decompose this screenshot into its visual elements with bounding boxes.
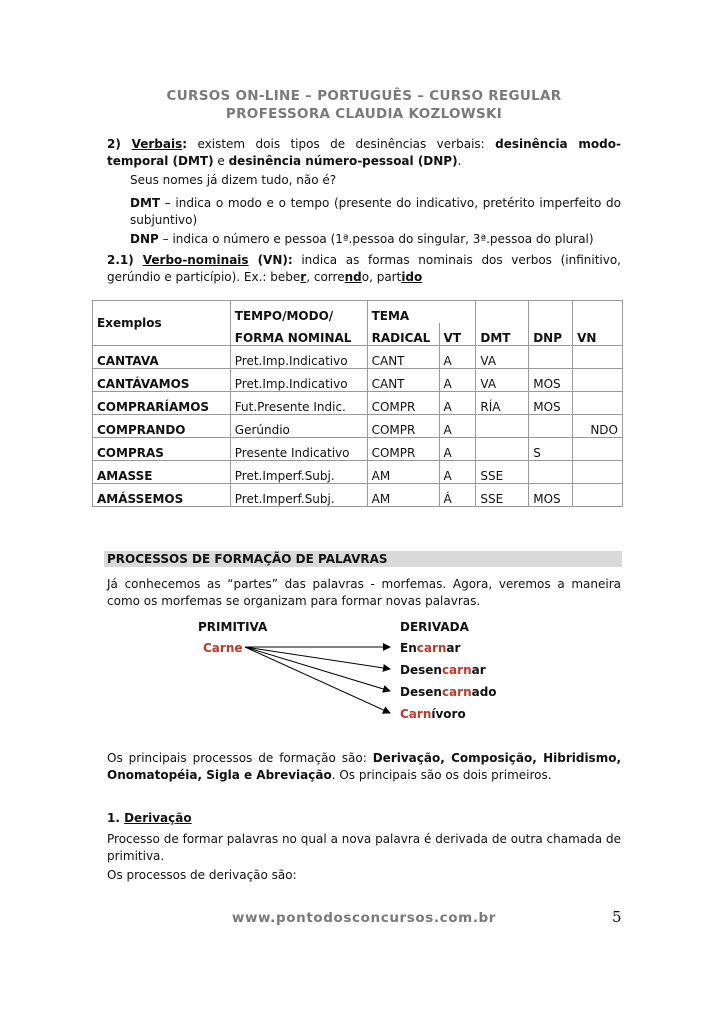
vn-ex2-tail: o [361,270,370,284]
section-title-processos: PROCESSOS DE FORMAÇÃO DE PALAVRAS [104,551,622,567]
primitiva-word: Carne [203,641,243,655]
verbais-colon: : [182,137,188,151]
derived-2-suffix: ar [471,663,486,677]
derivacao-heading [107,810,621,827]
cell-vt: A [439,415,476,438]
cell-tempo: Pret.Imperf.Subj. [230,461,367,484]
names-line: Seus nomes já dizem tudo, não é? [130,173,337,187]
cell-exemplo: CANTAVA [93,346,231,369]
cell-dnp: MOS [529,392,573,415]
derivacao-title: Derivação [124,811,192,825]
cell-tempo: Pret.Imp.Indicativo [230,369,367,392]
verbais-dnp-term: desinência número-pessoal (DNP) [228,154,458,168]
cell-vt: A [439,392,476,415]
header-dnp: DNP [529,301,573,346]
vn-ex1-ending: r [300,270,307,284]
principais-paragraph [107,750,621,784]
vn-sep2: , [369,270,377,284]
verbais-dmt-term: desinência modo-temporal (DMT) [107,137,621,168]
cell-exemplo: COMPRANDO [93,415,231,438]
verbais-num: 2) [107,137,132,151]
vn-ex2-ending: nd [344,270,362,284]
processos-intro: Já conhecemos as “partes” das palavras - morfemas. Agora, veremos a maneira como os morfemas se organizam para formar novas palavras. [107,577,621,608]
primitiva-label: PRIMITIVA [198,620,268,634]
cell-radical: AM [367,484,439,507]
cell-dmt: RÍA [476,392,529,415]
cell-exemplo: COMPRAS [93,438,231,461]
cell-tempo: Pret.Imperf.Subj. [230,484,367,507]
cell-dmt: SSE [476,484,529,507]
arrow-4 [245,647,390,713]
arrow-2 [245,647,390,669]
cell-tempo: Gerúndio [230,415,367,438]
derived-1-prefix: En [400,641,417,655]
header-tempo-2: FORMA NOMINAL [230,323,367,346]
cell-tempo: Fut.Presente Indic. [230,392,367,415]
dmt-text: – indica o modo e o tempo (presente do indicativo, pretérito imperfeito do subjuntivo) [130,196,621,227]
cell-vt: Á [439,484,476,507]
principais-list: Derivação, Composição, Hibridismo, Onomatopéia, Sigla e Abreviação [107,751,621,782]
vn-text: indica as formas nominais dos verbos (infinitivo, gerúndio e particípio). Ex.: [107,253,621,284]
derived-1-root: carn [416,641,447,655]
derived-word-1 [400,641,460,655]
vn-title-suffix: (VN): [248,253,293,267]
vn-ex1-stem: bebe [270,270,301,284]
cell-radical: CANT [367,369,439,392]
vn-num: 2.1) [107,253,143,267]
dmt-label: DMT [130,196,161,210]
cell-vt: A [439,346,476,369]
cell-radical: CANT [367,346,439,369]
cell-vt: A [439,461,476,484]
derived-word-4 [400,707,466,721]
header-tema: TEMA [367,301,476,324]
derived-3-suffix: ado [471,685,497,699]
derived-4-root: Carn [400,707,432,721]
dnp-label: DNP [130,232,159,246]
derived-2-root: carn [441,663,472,677]
cell-radical: COMPR [367,415,439,438]
verbais-text1: existem dois tipos de desinências verbais: [187,137,496,151]
cell-tempo: Pret.Imp.Indicativo [230,346,367,369]
verbais-text3: . [457,154,462,168]
header-dmt: DMT [476,301,529,346]
vn-title: Verbo-nominais [142,253,249,267]
derived-word-2 [400,663,486,677]
cell-vt: A [439,438,476,461]
cell-vn: NDO [573,415,623,438]
derived-4-suffix: ívoro [431,707,466,721]
cell-radical: COMPR [367,438,439,461]
header-radical: RADICAL [367,323,439,346]
page-number: 5 [612,908,622,926]
cell-dmt: VA [476,346,529,369]
header-vn: VN [573,301,623,346]
cell-exemplo: CANTÁVAMOS [93,369,231,392]
cell-dmt: SSE [476,461,529,484]
derived-1-suffix: ar [446,641,461,655]
header-tempo-1: TEMPO/MODO/ [230,301,367,324]
dnp-text: – indica o número e pessoa (1ª.pessoa do singular, 3ª.pessoa do plural) [158,232,594,246]
derivacao-line2: Os processos de derivação são: [107,868,297,882]
cell-radical: AM [367,461,439,484]
derivada-label: DERIVADA [400,620,469,634]
cell-dnp: S [529,438,573,461]
derived-word-3 [400,685,497,699]
cell-exemplo: COMPRARÍAMOS [93,392,231,415]
header-exemplos: Exemplos [93,301,231,346]
derived-2-prefix: Desen [400,663,442,677]
principais-text2: . Os principais são os dois primeiros. [331,768,552,782]
vn-ex3-stem: part [376,270,402,284]
header-line-2: PROFESSORA CLAUDIA KOZLOWSKI [225,106,503,122]
verbais-text2: e [213,154,229,168]
derived-3-prefix: Desen [400,685,442,699]
verbais-title: Verbais [131,137,183,151]
cell-dnp: MOS [529,369,573,392]
cell-vt: A [439,369,476,392]
derivacao-num: 1. [107,811,125,825]
arrow-3 [245,647,390,691]
cell-tempo: Presente Indicativo [230,438,367,461]
header-line-1: CURSOS ON-LINE – PORTUGUÊS – CURSO REGULAR [166,88,562,104]
principais-text1: Os principais processos de formação são: [107,751,373,765]
derived-3-root: carn [441,685,472,699]
vn-sep1: , [306,270,314,284]
header-vt: VT [439,323,476,346]
cell-exemplo: AMASSE [93,461,231,484]
cell-dmt: VA [476,369,529,392]
cell-radical: COMPR [367,392,439,415]
footer-url[interactable]: www.pontodosconcursos.com.br [231,910,497,926]
cell-dnp: MOS [529,484,573,507]
vn-ex3-ending: ido [401,270,423,284]
cell-exemplo: AMÁSSEMOS [93,484,231,507]
derivacao-text: Processo de formar palavras no qual a nova palavra é derivada de outra chamada de primitiva. [107,832,621,863]
vn-ex2-stem: corre [313,270,345,284]
